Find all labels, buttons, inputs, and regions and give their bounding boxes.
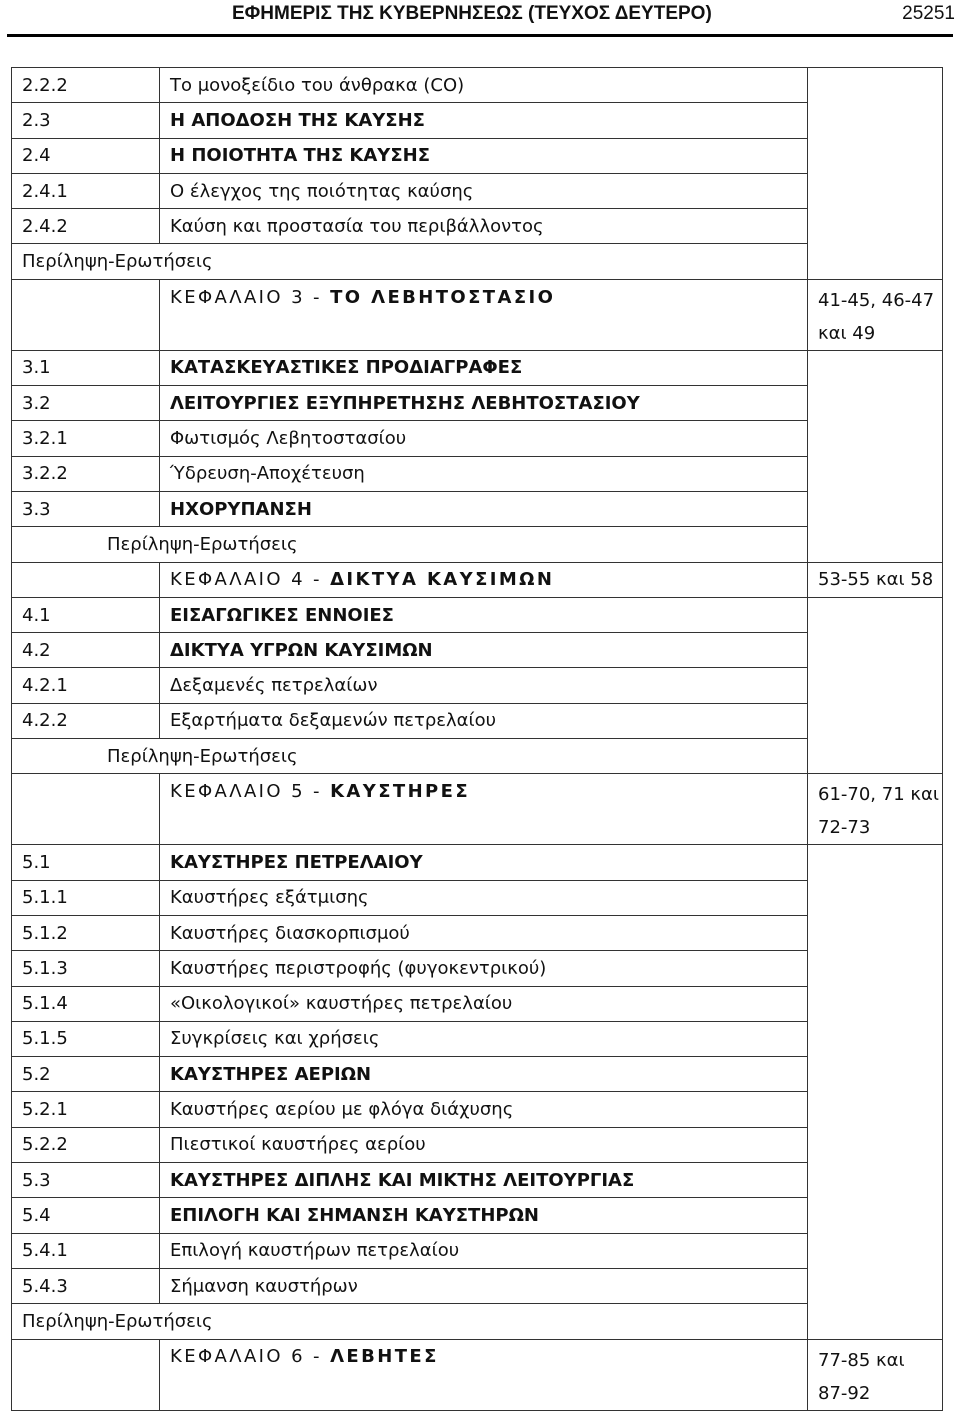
table-row — [12, 1198, 943, 1233]
table-row — [12, 1163, 943, 1198]
chapter-row-continuation — [12, 809, 943, 845]
section-code: 5.1.3 — [12, 951, 160, 986]
section-code: 2.3 — [12, 103, 160, 138]
chapter-name: ΤΟ ΛΕΒΗΤΟΣΤΑΣΙΟ — [330, 286, 556, 308]
section-title: Συγκρίσεις και χρήσεις — [160, 1021, 808, 1056]
chapter-code-cell — [12, 774, 160, 810]
table-row — [12, 173, 943, 208]
chapter-title — [160, 562, 808, 597]
chapter-code-cell — [12, 1339, 160, 1375]
table-row — [12, 350, 943, 385]
table-row — [12, 421, 943, 456]
section-code: 5.1.4 — [12, 986, 160, 1021]
section-title: ΚΑΥΣΤΗΡΕΣ ΠΕΤΡΕΛΑΙΟΥ — [160, 845, 808, 880]
chapter-title — [160, 774, 808, 810]
section-code: 2.4 — [12, 138, 160, 173]
chapter-prefix: ΚΕΦΑΛΑΙΟ 5 - — [170, 781, 331, 803]
section-title: Καυστήρες περιστροφής (φυγοκεντρικού) — [160, 951, 808, 986]
table-row — [12, 986, 943, 1021]
chapter-name: ΛΕΒΗΤΕΣ — [330, 1346, 439, 1368]
chapter-pages — [808, 279, 943, 350]
table-row — [12, 633, 943, 668]
section-title: Δεξαμενές πετρελαίων — [160, 668, 808, 703]
page-cell — [808, 597, 943, 773]
section-title: ΛΕΙΤΟΥΡΓΙΕΣ ΕΞΥΠΗΡΕΤΗΣΗΣ ΛΕΒΗΤΟΣΤΑΣΙΟΥ — [160, 386, 808, 421]
table-row — [12, 456, 943, 491]
section-title: ΚΑΥΣΤΗΡΕΣ ΑΕΡΙΩΝ — [160, 1057, 808, 1092]
chapter-row — [12, 1339, 943, 1375]
section-code: 4.2.2 — [12, 703, 160, 738]
section-title: ΔΙΚΤΥΑ ΥΓΡΩΝ ΚΑΥΣΙΜΩΝ — [160, 633, 808, 668]
chapter-pages — [808, 774, 943, 845]
pages-line: 61-70, 71 και — [818, 784, 939, 806]
section-code: 4.2.1 — [12, 668, 160, 703]
gazette-title: ΕΦΗΜΕΡΙΣ ΤΗΣ ΚΥΒΕΡΝΗΣΕΩΣ (ΤΕΥΧΟΣ ΔΕΥΤΕΡΟ) — [232, 3, 712, 24]
section-code: 3.2 — [12, 386, 160, 421]
chapter-name: ΚΑΥΣΤΗΡΕΣ — [330, 781, 471, 803]
section-title: Ο έλεγχος της ποιότητας καύσης — [160, 173, 808, 208]
section-title: ΚΑΤΑΣΚΕΥΑΣΤΙΚΕΣ ΠΡΟΔΙΑΓΡΑΦΕΣ — [160, 350, 808, 385]
section-code: 3.2.1 — [12, 421, 160, 456]
chapter-prefix: ΚΕΦΑΛΑΙΟ 6 - — [170, 1346, 331, 1368]
section-title: Καυστήρες διασκορπισμού — [160, 915, 808, 950]
chapter-code-cell — [12, 279, 160, 315]
table-row — [12, 703, 943, 738]
section-code: 3.3 — [12, 491, 160, 526]
table-row — [12, 1268, 943, 1303]
table-row — [12, 1127, 943, 1162]
section-title: Πιεστικοί καυστήρες αερίου — [160, 1127, 808, 1162]
table-row — [12, 880, 943, 915]
section-title: ΕΠΙΛΟΓΗ ΚΑΙ ΣΗΜΑΝΣΗ ΚΑΥΣΤΗΡΩΝ — [160, 1198, 808, 1233]
table-row — [12, 915, 943, 950]
pages-line: 41-45, 46-47 — [818, 289, 935, 311]
summary-questions: Περίληψη-Ερωτήσεις — [12, 739, 808, 774]
section-title: ΚΑΥΣΤΗΡΕΣ ΔΙΠΛΗΣ ΚΑΙ ΜΙΚΤΗΣ ΛΕΙΤΟΥΡΓΙΑΣ — [160, 1163, 808, 1198]
table-row — [12, 1092, 943, 1127]
section-code: 2.4.1 — [12, 173, 160, 208]
section-title: Σήμανση καυστήρων — [160, 1268, 808, 1303]
table-row — [12, 103, 943, 138]
chapter-prefix: ΚΕΦΑΛΑΙΟ 4 - — [170, 569, 331, 591]
table-row — [12, 1021, 943, 1056]
section-code: 5.4.3 — [12, 1268, 160, 1303]
table-row — [12, 386, 943, 421]
section-title: ΗΧΟΡΥΠΑΝΣΗ — [160, 491, 808, 526]
section-title: Επιλογή καυστήρων πετρελαίου — [160, 1233, 808, 1268]
summary-questions: Περίληψη-Ερωτήσεις — [12, 244, 808, 279]
summary-questions: Περίληψη-Ερωτήσεις — [12, 1304, 808, 1339]
section-title: Το μονοξείδιο του άνθρακα (CO) — [160, 68, 808, 103]
pages-line: 77-85 και — [818, 1349, 905, 1371]
summary-questions: Περίληψη-Ερωτήσεις — [12, 527, 808, 562]
chapter-name: ΔΙΚΤΥΑ ΚΑΥΣΙΜΩΝ — [330, 569, 555, 591]
section-title: ΕΙΣΑΓΩΓΙΚΕΣ ΕΝΝΟΙΕΣ — [160, 597, 808, 632]
table-row — [12, 68, 943, 103]
table-row — [12, 527, 943, 562]
chapter-pages — [808, 562, 943, 597]
section-title: Καύση και προστασία του περιβάλλοντος — [160, 209, 808, 244]
pages-line: 72-73 — [818, 817, 871, 839]
page-cell — [808, 68, 943, 280]
table-row — [12, 1233, 943, 1268]
section-title: «Οικολογικοί» καυστήρες πετρελαίου — [160, 986, 808, 1021]
section-code: 5.2.2 — [12, 1127, 160, 1162]
chapter-row-continuation — [12, 315, 943, 351]
table-row — [12, 138, 943, 173]
table-row — [12, 739, 943, 774]
table-row — [12, 668, 943, 703]
table-row — [12, 244, 943, 279]
chapter-title — [160, 279, 808, 315]
pages-line: 87-92 — [818, 1382, 871, 1404]
section-code: 5.1 — [12, 845, 160, 880]
page-cell — [808, 350, 943, 562]
section-code: 5.2 — [12, 1057, 160, 1092]
table-row — [12, 1304, 943, 1339]
page-number: 25251 — [902, 3, 955, 24]
section-title: Η ΑΠΟΔΟΣΗ ΤΗΣ ΚΑΥΣΗΣ — [160, 103, 808, 138]
section-code: 5.4 — [12, 1198, 160, 1233]
section-code: 5.1.2 — [12, 915, 160, 950]
page-cell — [808, 845, 943, 1339]
section-code: 2.4.2 — [12, 209, 160, 244]
section-code: 2.2.2 — [12, 68, 160, 103]
pages-line: 53-55 και 58 — [818, 569, 934, 591]
section-code: 4.1 — [12, 597, 160, 632]
table-row — [12, 951, 943, 986]
section-code: 5.2.1 — [12, 1092, 160, 1127]
section-code: 4.2 — [12, 633, 160, 668]
section-code: 3.2.2 — [12, 456, 160, 491]
chapter-row — [12, 562, 943, 597]
chapter-pages — [808, 1339, 943, 1410]
section-code: 5.3 — [12, 1163, 160, 1198]
chapter-prefix: ΚΕΦΑΛΑΙΟ 3 - — [170, 286, 331, 308]
section-title: Καυστήρες αερίου με φλόγα διάχυσης — [160, 1092, 808, 1127]
table-row — [12, 491, 943, 526]
chapter-row — [12, 279, 943, 315]
chapter-row — [12, 774, 943, 810]
pages-line: και 49 — [818, 322, 876, 344]
table-row — [12, 845, 943, 880]
section-code: 5.4.1 — [12, 1233, 160, 1268]
table-row — [12, 209, 943, 244]
table-row — [12, 597, 943, 632]
section-title: Καυστήρες εξάτμισης — [160, 880, 808, 915]
chapter-row-continuation — [12, 1375, 943, 1411]
section-code: 5.1.5 — [12, 1021, 160, 1056]
header-rule — [7, 34, 953, 37]
section-title: Ύδρευση-Αποχέτευση — [160, 456, 808, 491]
table-row — [12, 1057, 943, 1092]
section-title: Φωτισμός Λεβητοστασίου — [160, 421, 808, 456]
chapter-code-cell — [12, 562, 160, 597]
section-title: Η ΠΟΙΟΤΗΤΑ ΤΗΣ ΚΑΥΣΗΣ — [160, 138, 808, 173]
section-title: Εξαρτήματα δεξαμενών πετρελαίου — [160, 703, 808, 738]
section-code: 5.1.1 — [12, 880, 160, 915]
section-code: 3.1 — [12, 350, 160, 385]
table-of-contents — [11, 67, 943, 1411]
chapter-title — [160, 1339, 808, 1375]
